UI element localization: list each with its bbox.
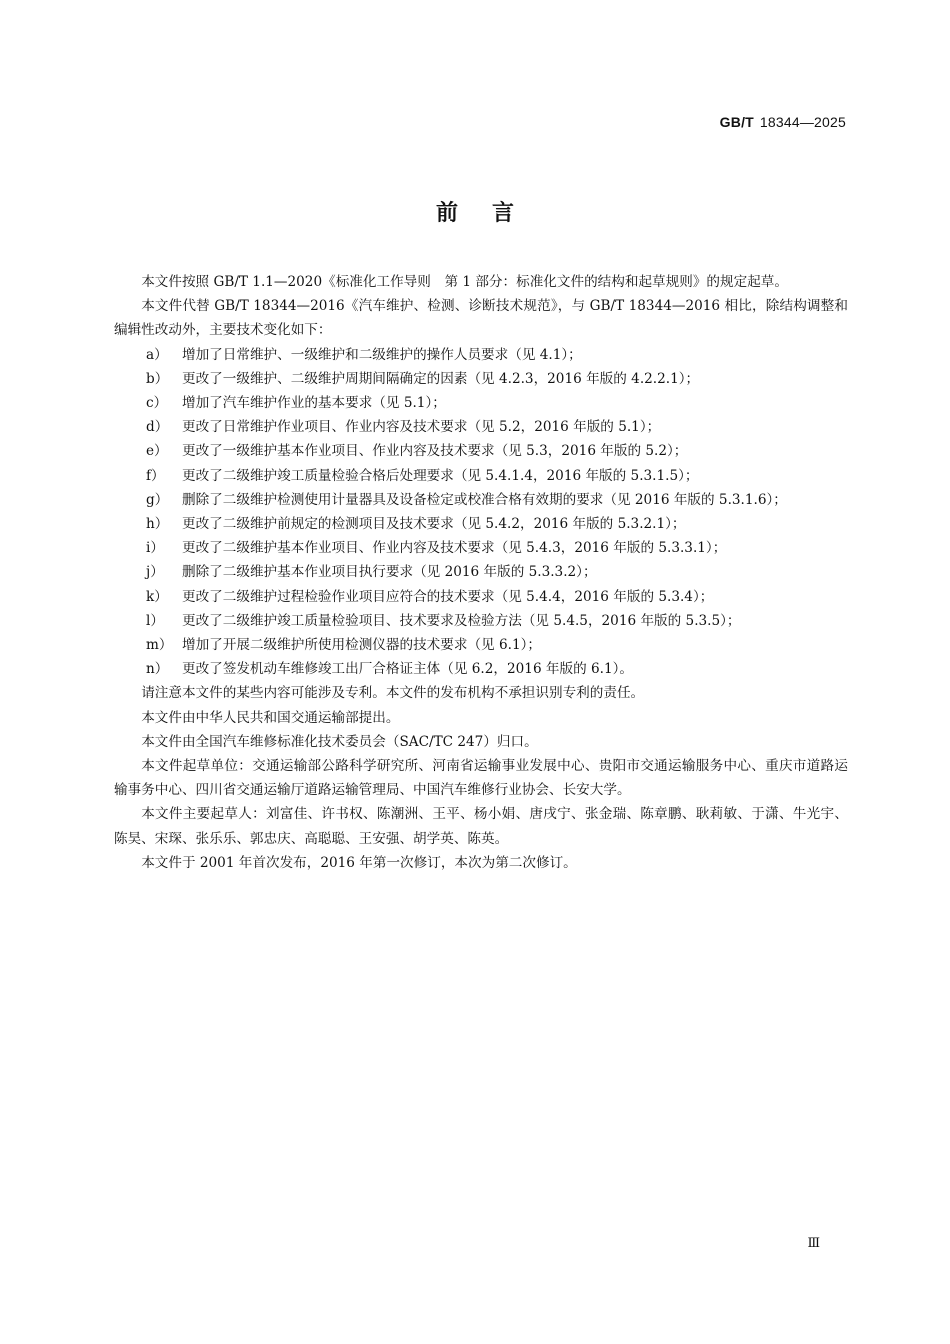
list-item-text: 增加了汽车维护作业的基本要求（见 5.1）； xyxy=(182,395,446,412)
list-item-text: 更改了二级维护基本作业项目、作业内容及技术要求（见 5.4.3，2016 年版的 5.3.3.1）； xyxy=(182,540,727,557)
list-item xyxy=(114,343,848,367)
list-item-label: b） xyxy=(146,370,169,387)
list-item xyxy=(114,633,848,657)
list-item-text: 更改了签发机动车维修竣工出厂合格证主体（见 6.2，2016 年版的 6.1）。 xyxy=(182,661,634,678)
list-item-text: 删除了二级维护基本作业项目执行要求（见 2016 年版的 5.3.3.2）； xyxy=(182,564,597,581)
paragraph-patent-notice: 请注意本文件的某些内容可能涉及专利。本文件的发布机构不承担识别专利的责任。 xyxy=(141,685,645,702)
list-item-label: m） xyxy=(146,637,173,654)
paragraph-replacement: 本文件代替 GB/T 18344—2016《汽车维护、检测、诊断技术规范》，与 GB/T 18344—2016 相比，除结构调整和编辑性改动外，主要技术变化如下： xyxy=(114,298,848,339)
list-item xyxy=(114,439,848,463)
list-item-text: 更改了二级维护竣工质量检验合格后处理要求（见 5.4.1.4，2016 年版的 5.3.1.5）； xyxy=(182,467,699,484)
list-item-text: 增加了开展二级维护所使用检测仪器的技术要求（见 6.1）； xyxy=(182,637,541,654)
changes-list xyxy=(114,343,848,682)
foreword-body xyxy=(114,270,848,875)
list-item xyxy=(114,657,848,681)
list-item xyxy=(114,415,848,439)
list-item-text: 更改了一级维护基本作业项目、作业内容及技术要求（见 5.3，2016 年版的 5.2）； xyxy=(182,443,688,460)
paragraph-proposer: 本文件由中华人民共和国交通运输部提出。 xyxy=(141,709,400,726)
list-item xyxy=(114,585,848,609)
list-item-text: 删除了二级维护检测使用计量器具及设备检定或校准合格有效期的要求（见 2016 年版的 5.3.1.6）； xyxy=(182,491,787,508)
list-item-label: k） xyxy=(146,588,168,605)
list-item-label: n） xyxy=(146,661,169,678)
standard-year-number: 18344—2025 xyxy=(759,114,846,130)
standard-code: GB/T xyxy=(719,114,754,130)
list-item-text: 更改了二级维护过程检验作业项目应符合的技术要求（见 5.4.4，2016 年版的 5.3.4）； xyxy=(182,588,714,605)
list-item-label: e） xyxy=(146,443,168,460)
paragraph-drafters: 本文件主要起草人：刘富佳、许书权、陈潮洲、王平、杨小娟、唐戌宁、张金瑞、陈章鹏、耿莉敏、于潇、牛光宇、陈昊、宋琛、张乐乐、郭忠庆、高聪聪、王安强、胡学英、陈英。 xyxy=(114,806,848,847)
list-item-label: a） xyxy=(146,346,168,363)
list-item xyxy=(114,609,848,633)
list-item-label: j） xyxy=(146,564,164,581)
paragraph-history: 本文件于 2001 年首次发布，2016 年第一次修订，本次为第二次修订。 xyxy=(141,854,577,871)
page-number: Ⅲ xyxy=(807,1236,820,1251)
standard-number xyxy=(720,114,846,130)
list-item-label: g） xyxy=(146,491,169,508)
paragraph-committee: 本文件由全国汽车维修标准化技术委员会（SAC/TC 247）归口。 xyxy=(141,733,538,750)
list-item-text: 更改了二级维护前规定的检测项目及技术要求（见 5.4.2，2016 年版的 5.3.2.1）； xyxy=(182,516,686,533)
list-item xyxy=(114,560,848,584)
list-item-text: 更改了日常维护作业项目、作业内容及技术要求（见 5.2，2016 年版的 5.1）； xyxy=(182,419,661,436)
page-title: 前言 xyxy=(435,201,548,226)
list-item xyxy=(114,464,848,488)
list-item-label: i） xyxy=(146,540,164,557)
list-item xyxy=(114,488,848,512)
list-item-text: 更改了一级维护、二级维护周期间隔确定的因素（见 4.2.3，2016 年版的 4.2.2.1）； xyxy=(182,370,700,387)
list-item-label: f） xyxy=(146,467,165,484)
list-item xyxy=(114,367,848,391)
list-item-label: l） xyxy=(146,612,164,629)
list-item-text: 更改了二级维护竣工质量检验项目、技术要求及检验方法（见 5.4.5，2016 年版的 5.3.5）； xyxy=(182,612,741,629)
list-item-text: 增加了日常维护、一级维护和二级维护的操作人员要求（见 4.1）； xyxy=(182,346,582,363)
list-item-label: h） xyxy=(146,516,169,533)
list-item xyxy=(114,391,848,415)
paragraph-drafting-rules: 本文件按照 GB/T 1.1—2020《标准化工作导则 第 1 部分：标准化文件的结构和起草规则》的规定起草。 xyxy=(141,274,788,290)
list-item-label: d） xyxy=(146,419,169,436)
list-item xyxy=(114,512,848,536)
paragraph-drafting-units: 本文件起草单位：交通运输部公路科学研究所、河南省运输事业发展中心、贵阳市交通运输服务中心、重庆市道路运输事务中心、四川省交通运输厅道路运输管理局、中国汽车维修行业协会、长安大学。 xyxy=(114,758,848,799)
list-item xyxy=(114,536,848,560)
list-item-label: c） xyxy=(146,395,168,412)
